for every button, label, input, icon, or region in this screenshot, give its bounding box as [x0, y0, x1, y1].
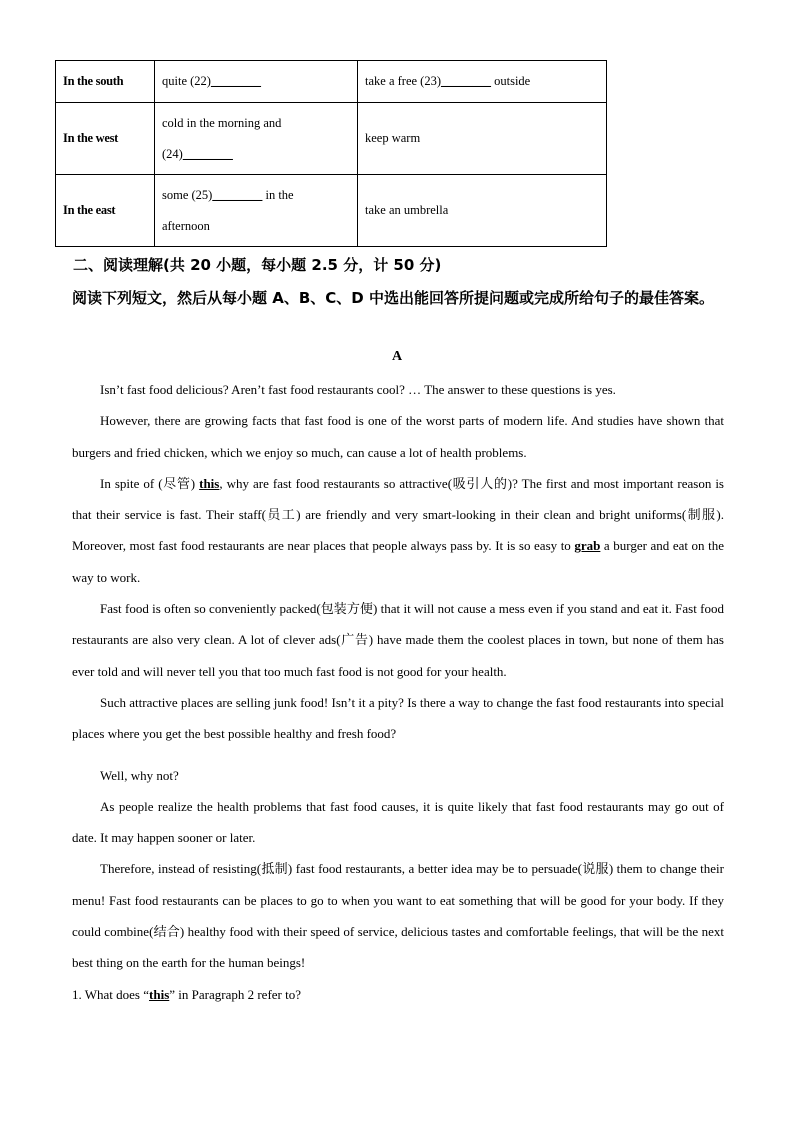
- section-instruction: 阅读下列短文，然后从每小题 A、B、C、D 中选出能回答所提问题或完成所给句子的最佳答案。: [72, 289, 714, 307]
- paragraph-text: In spite of (尽管): [100, 475, 200, 491]
- weather-cell: [155, 175, 358, 247]
- advice-cell: take an umbrella: [358, 175, 607, 247]
- weather-cell: [155, 61, 358, 103]
- table-row: [56, 103, 607, 175]
- advice-cell: keep warm: [358, 103, 607, 175]
- advice-cell: [358, 61, 607, 103]
- weather-cell: [155, 103, 358, 175]
- table-row: [56, 61, 607, 103]
- paragraph: Such attractive places are selling junk food! Isn’t it a pity? Is there a way to change the fast food restaurants into special places where you get the best possible healthy and fresh food?: [72, 694, 724, 742]
- passage-label: A: [391, 349, 403, 364]
- paragraph: However, there are growing facts that fast food is one of the worst parts of modern life. And studies have shown that burgers and fried chicken, which we enjoy so much, can cause a lot of health problems.: [72, 413, 724, 460]
- keyword-this: this: [149, 986, 170, 1002]
- passage-text: [72, 374, 724, 1010]
- question-text: 1. What does “: [72, 986, 150, 1002]
- weather-text: in the: [262, 187, 294, 202]
- paragraph: [72, 468, 724, 593]
- answer-blank: ________: [212, 187, 263, 202]
- advice-text: outside: [491, 74, 531, 88]
- paragraph: Well, why not?: [100, 767, 179, 783]
- weather-text: afternoon: [162, 218, 210, 233]
- region-cell: In the east: [56, 175, 155, 247]
- answer-blank: ________: [182, 146, 233, 161]
- weather-text: (24): [162, 146, 183, 161]
- paragraph: Fast food is often so conveniently packed(包装方便) that it will not cause a mess even if you stand and eat it. Fast food restaurants are also very clean. A lot of clever ads(广告) have made them the coolest places in town, but none of them has ever told and will never tell you that too much fast food is not good for your health.: [72, 601, 724, 679]
- paragraph: Isn’t fast food delicious? Aren’t fast food restaurants cool? … The answer to these questions is yes.: [100, 382, 616, 397]
- weather-text: quite (22): [162, 74, 211, 88]
- paragraph: Therefore, instead of resisting(抵制) fast food restaurants, a better idea may be to persuade(说服) them to change their menu! Fast food restaurants can be places to go to when you want to eat something that will be good for your body. If they could combine(结合) healthy food with their speed of service, delicious tastes and comfortable feelings, that will be the next best thing on the earth for the human beings!: [72, 861, 724, 971]
- weather-table: [55, 60, 607, 247]
- paragraph-text: a burger and eat on the way to work.: [72, 538, 724, 585]
- region-cell: In the west: [56, 103, 155, 175]
- question-text: ” in Paragraph 2 refer to?: [169, 986, 302, 1002]
- table-row: [56, 175, 607, 247]
- region-cell: In the south: [56, 61, 155, 103]
- answer-blank: ________: [210, 74, 261, 88]
- answer-blank: ________: [441, 74, 491, 88]
- weather-text: some (25): [162, 187, 213, 202]
- question-1: [72, 979, 724, 1010]
- paragraph: As people realize the health problems that fast food causes, it is quite likely that fast food restaurants may go out of date. It may happen sooner or later.: [72, 798, 724, 846]
- keyword-grab: grab: [574, 538, 601, 554]
- keyword-this: this: [199, 475, 220, 491]
- advice-text: take a free (23): [365, 74, 441, 88]
- section-title: 二、阅读理解(共 20 小题，每小题 2.5 分，计 50 分): [73, 256, 442, 274]
- weather-text: cold in the morning and: [162, 115, 282, 130]
- paragraph-text: , why are fast food restaurants so attractive(吸引人的)? The first and most important reason is that their service is fast. Their staff(员工) are friendly and very smart-looking in their clean and bright uniforms(制服). Moreover, most fast food restaurants are near places that people always pass by. It is so easy to: [72, 475, 724, 554]
